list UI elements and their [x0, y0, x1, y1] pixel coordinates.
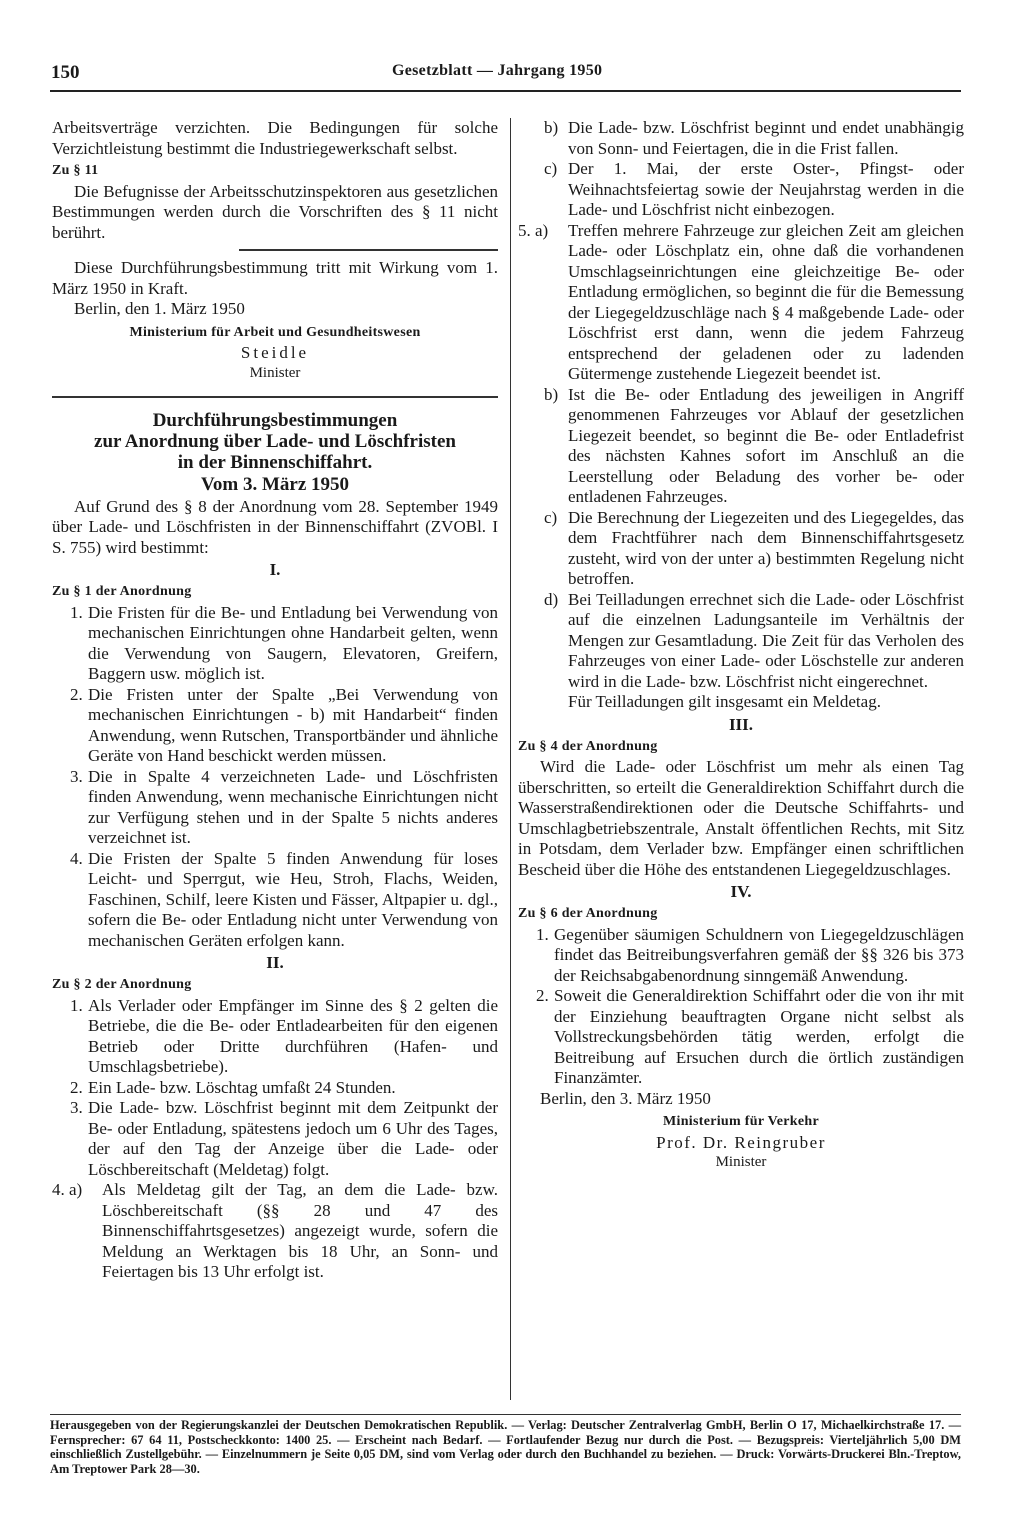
signer-name: Steidle	[240, 343, 310, 362]
section-number: IV.	[730, 882, 752, 901]
item-text: Bei Teilladungen errechnet sich die Lade- oder Löschfrist auf die einzelnen Ladungsanteile im Verhältnis der Mengen zur Gesamtladung. Die Zeit für das Verholen des Fahrzeuges von einer Lade- oder Löschstelle zur anderen wird in die Lade- bzw. Löschfrist nicht eingerechnet.	[568, 589, 964, 691]
item-text: Als Meldetag gilt der Tag, an dem die Lade- bzw. Löschbereitschaft (§§ 28 und 47 des Binnenschiffahrtsgesetzes) angezeigt wurde, sofern die Meldung an Werktagen bis 18 Uhr, an Sonn- und Feiertagen bis 13 Uhr erfolgt ist.	[102, 1180, 498, 1281]
item-text: Die Berechnung der Liegezeiten und des Liegegeldes, das dem Frachtführer nach dem Binnenschiffahrtsgesetz zusteht, wird von der unter a) bestimmten Regelung nicht betroffen.	[568, 507, 964, 588]
item-number: b)	[544, 118, 559, 137]
section-heading: Zu § 1 der Anordnung	[52, 584, 192, 599]
item-number: 4.	[70, 848, 83, 868]
decree-title-line: zur Anordnung über Lade- und Löschfristen	[94, 430, 456, 452]
item-number: 3.	[70, 766, 83, 786]
item-number: c)	[544, 159, 558, 178]
publisher-imprint: Herausgegeben von der Regierungskanzlei der Deutschen Demokratischen Republik. — Verlag: Deutscher Zentralverlag GmbH, Berlin O 17, Michaelkirchstraße 17. — Fernsprecher: 67 64 11, Postscheckkonto: 1400 25. — Erscheint nach Bedarf. — Fortlaufender Bezug nur durch die Post. — Bezugspreis: Vierteljährlich 5,00 DM einschließlich Zustellgebühr. — Einzelnummern je Seite 0,05 DM, sind vom Verlag oder durch den Buchhandel zu beziehen. — Druck: Vorwärts-Druckerei Bln.-Treptow, Am Treptower Park 28—30.	[50, 1418, 961, 1476]
item-number: 2.	[70, 684, 83, 704]
left-column	[52, 118, 498, 1283]
place-date-line: Berlin, den 3. März 1950	[540, 1088, 711, 1108]
section-heading: Zu § 6 der Anordnung	[518, 906, 658, 921]
signer-role: Minister	[249, 364, 301, 381]
ministry-name: Ministerium für Arbeit und Gesundheitswesen	[129, 324, 421, 340]
item-text: Gegenüber säumigen Schuldnern von Liegegeldzuschlägen findet das Beitreibungsverfahren gemäß der §§ 326 bis 373 der Reichsabgabenordnung sinngemäß Anwendung.	[554, 924, 964, 985]
item-text: Ist die Be- oder Entladung des jeweiligen in Angriff genommenen Fahrzeuges vor Ablauf der gesetzlichen Liegezeit beendet, so beginnt die Be- oder Entladefrist des nächsten Kahnes sofort im Anschluß an die Leerstellung oder Beladung des vorher be- oder entladenen Fahrzeuges.	[568, 384, 964, 506]
list-item	[52, 1098, 498, 1180]
section-number: II.	[266, 953, 284, 972]
footer-rule	[50, 1414, 961, 1415]
column-divider	[510, 118, 511, 1400]
item-text: Die Lade- bzw. Löschfrist beginnt mit dem Zeitpunkt der Be- oder Entladung, spätestens jedoch um 6 Uhr des Tages, der auf den Tag der Anzeige über die Lade- oder Löschbereitschaft (Meldetag) folgt.	[88, 1098, 498, 1179]
item-text: Als Verlader oder Empfänger im Sinne des § 2 gelten die Betriebe, die die Be- oder Entladearbeiten für den eigenen Betrieb oder Dritte durchführen (Hafen- und Umschlagsbetriebe).	[88, 995, 498, 1076]
section-divider	[52, 396, 498, 398]
list-item	[518, 159, 964, 221]
item-number: 2.	[536, 986, 549, 1005]
paragraph-zu-11: Die Befugnisse der Arbeitsschutzinspektoren aus gesetzlichen Bestimmungen werden durch die Vorschriften des § 11 nicht berührt.	[52, 181, 498, 242]
list-item	[52, 996, 498, 1078]
list-item	[52, 1078, 498, 1099]
item-number: 2.	[70, 1077, 83, 1097]
item-text: Die Fristen für die Be- und Entladung bei Verwendung von mechanischen Einrichtungen ohne Handarbeit gelten, wenn die Verwendung von Saugern, Elevatoren, Greifern, Baggern usw. möglich ist.	[88, 602, 498, 683]
signer-role: Minister	[715, 1154, 767, 1170]
item-text: Die in Spalte 4 verzeichneten Lade- und Löschfristen finden Anwendung, wenn mechanische Einrichtungen nicht zur Verfügung stehen und in der Spalte 5 nichts anderes verzeichnet ist.	[88, 766, 498, 847]
section-number: I.	[269, 560, 281, 579]
list-item	[52, 685, 498, 767]
header-rule	[50, 90, 961, 92]
list-item	[518, 986, 964, 1089]
item-number: b)	[544, 384, 559, 404]
list-item	[518, 221, 964, 385]
list-item	[518, 118, 964, 159]
item-text: Treffen mehrere Fahrzeuge zur gleichen Zeit am gleichen Lade- oder Löschplatz ein, ohne daß die vorhandenen Umschlagseinrichtungen eine gleichzeitige Be- oder Entladung ermöglichen, so beginnt die für die Bemessung der Liegegeldzuschläge nach § 4 maßgebende Lade- oder Löschfrist erst dann, wenn die jedem Fahrzeug entsprechend der geladenen oder zu ladenden Gütermenge zustehende Liegezeit beendet ist.	[568, 220, 964, 383]
item-text: Die Fristen der Spalte 5 finden Anwendung für loses Leicht- und Sperrgut, wie Heu, Stroh, Flachs, Weiden, Faschinen, Schilf, leere Kisten und Fässer, Altpapier u. dgl., sofern die Be- oder Entladung nicht unter Verwendung von mechanischen Geräten erfolgen kann.	[88, 848, 498, 950]
item-number: c)	[544, 507, 558, 527]
item-number: 5. a)	[518, 220, 549, 240]
list-item	[52, 1180, 498, 1283]
section-heading: Zu § 4 der Anordnung	[518, 738, 658, 754]
item-number: d)	[544, 589, 559, 609]
item-number: 1.	[70, 602, 83, 622]
item-text: Der 1. Mai, der erste Oster-, Pfingst- oder Weihnachtsfeiertag sowie der Neujahrstag werden in die Lade- und Löschfrist nicht einbezogen.	[568, 159, 964, 219]
section-heading-zu-11: Zu § 11	[52, 163, 99, 178]
item-number: 1.	[536, 924, 549, 944]
page-number: 150	[51, 62, 80, 83]
list-item	[52, 767, 498, 849]
item-text: Soweit die Generaldirektion Schiffahrt oder die von ihr mit der Einziehung beauftragten Organe nicht selbst als Vollstreckungsbehörden tätig werden, erfolgt die Beitreibung auf Ersuchen durch die örtlich zuständigen Finanzämter.	[554, 986, 964, 1087]
section-heading: Zu § 2 der Anordnung	[52, 977, 192, 992]
decree-title-line: Durchführungsbestimmungen	[152, 409, 398, 431]
list-item	[518, 925, 964, 987]
signer-name: Prof. Dr. Reingruber	[656, 1132, 826, 1152]
item-number: 3.	[70, 1098, 83, 1117]
decree-title-line: in der Binnenschiffahrt.	[177, 451, 373, 473]
item-text: Die Fristen unter der Spalte „Bei Verwendung von mechanischen Einrichtungen - b) mit Handarbeit“ finden Anwendung, wenn Rutschen, Transportbänder und ähnliche Geräte von Hand beschickt werden müssen.	[88, 684, 498, 765]
decree-date: Vom 3. März 1950	[200, 473, 350, 495]
item-number: 4. a)	[52, 1180, 83, 1199]
place-date-line: Berlin, den 1. März 1950	[74, 299, 245, 318]
preamble: Auf Grund des § 8 der Anordnung vom 28. September 1949 über Lade- und Löschfristen in der Binnenschiffahrt (ZVOBl. I S. 755) wird bestimmt:	[52, 496, 498, 557]
list-item	[518, 508, 964, 590]
section-paragraph: Wird die Lade- oder Löschfrist um mehr als einen Tag überschritten, so erteilt die Generaldirektion Schiffahrt durch die Wasserstraßendirektionen oder die Deutsche Schiffahrts- und Umschlagbetriebszentrale, Anstalt öffentlichen Rechts, mit Sitz in Potsdam, dem Verlader bzw. Empfänger einen schriftlichen Bescheid über die Höhe des entstandenen Liegegeldzuschlages.	[518, 757, 964, 879]
effective-date-paragraph: Diese Durchführungsbestimmung tritt mit Wirkung vom 1. März 1950 in Kraft.	[52, 258, 498, 298]
item-number: 1.	[70, 995, 83, 1015]
section-number: III.	[728, 714, 754, 734]
list-item	[52, 849, 498, 952]
list-item	[518, 590, 964, 693]
ministry-name: Ministerium für Verkehr	[663, 1114, 819, 1129]
intro-continuation: Arbeitsverträge verzichten. Die Bedingungen für solche Verzichtleistung bestimmt die Industriegewerkschaft selbst.	[52, 118, 498, 158]
item-text: Ein Lade- bzw. Löschtag umfaßt 24 Stunden.	[88, 1077, 396, 1097]
list-item	[52, 603, 498, 685]
item-text: Die Lade- bzw. Löschfrist beginnt und endet unabhängig von Sonn- und Feiertagen, die in die Frist fallen.	[568, 118, 964, 158]
right-column	[518, 118, 964, 1171]
item-addendum: Für Teilladungen gilt insgesamt ein Meldetag.	[568, 692, 881, 711]
short-divider	[239, 249, 498, 251]
list-item	[518, 385, 964, 508]
running-head: Gesetzblatt — Jahrgang 1950	[392, 62, 603, 79]
